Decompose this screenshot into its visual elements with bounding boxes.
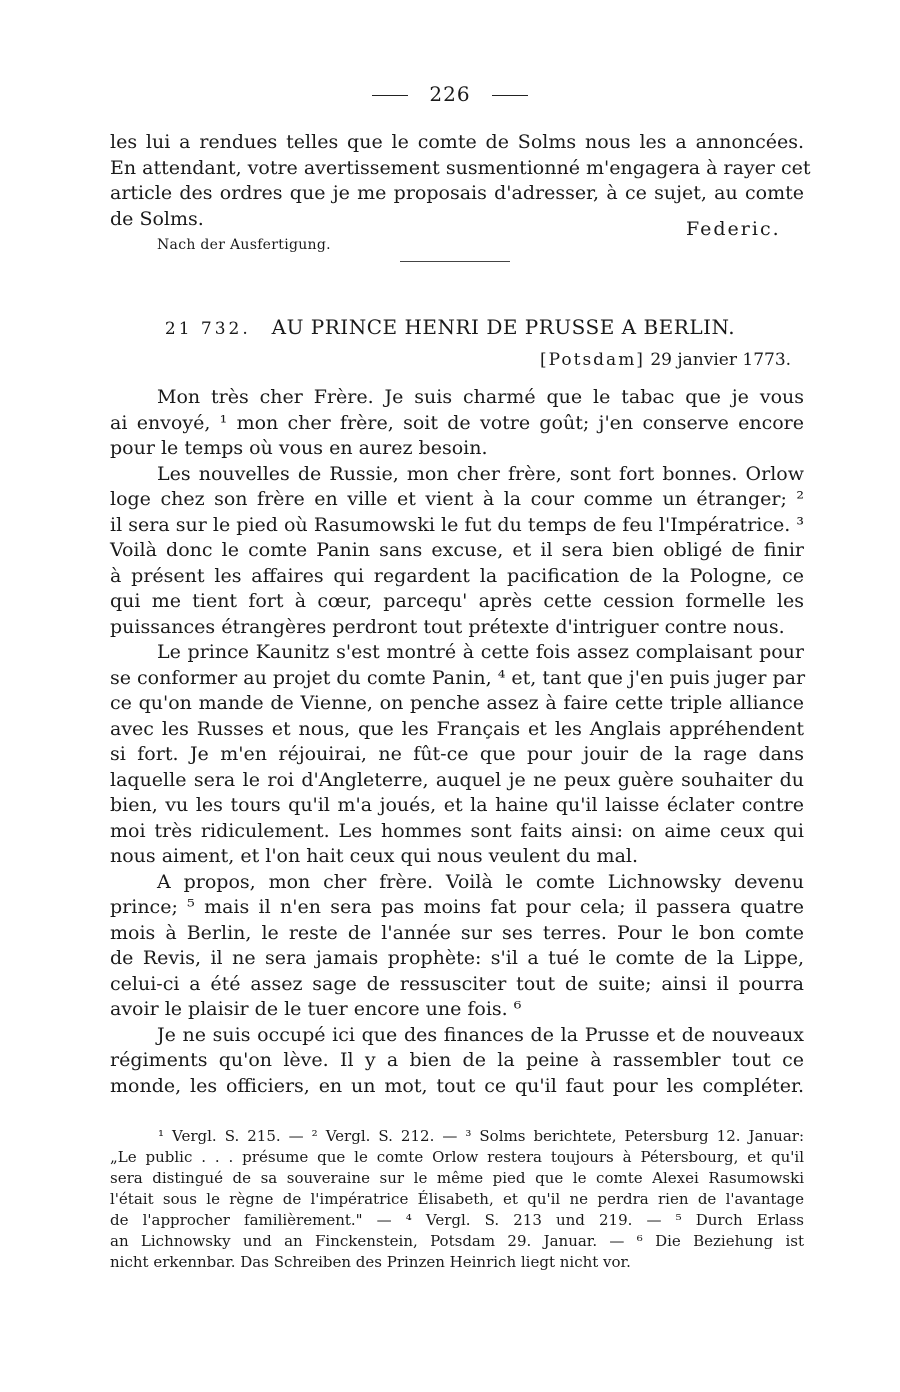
header-dash-left [372, 95, 408, 96]
section-divider [400, 261, 510, 262]
text-line: ce qu'on mande de Vienne, on penche assez à faire cette triple alliance [110, 692, 804, 714]
text-line: de Solms. [110, 207, 204, 230]
text-line: les lui a rendues telles que le comte de Solms nous les a annoncées. [110, 131, 804, 153]
footnote-line: „Le public . . . présume que le comte Orlow restera toujours à Pétersbourg, et qu'il [110, 1148, 804, 1166]
text-line: se conformer au projet du comte Panin, ⁴ et, tant que j'en puis juger par [110, 666, 806, 689]
letter-number: 21 732. [164, 319, 251, 339]
signature: Federic. [686, 218, 781, 240]
dateline-date: 29 janvier 1773. [650, 350, 792, 370]
letter-body [110, 385, 804, 1099]
page-number: 226 [429, 82, 471, 106]
text-line: En attendant, votre avertissement susmentionné m'engagera à rayer cet [110, 156, 811, 179]
text-line: Voilà donc le comte Panin sans excuse, et il sera bien obligé de finir [110, 539, 804, 561]
text-line: Mon très cher Frère. Je suis charmé que le tabac que je vous [157, 386, 804, 408]
text-line: Je ne suis occupé ici que des finances de la Prusse et de nouveaux [157, 1023, 804, 1046]
text-line: Le prince Kaunitz s'est montré à cette fois assez complaisant pour [157, 641, 804, 663]
text-line: avec les Russes et nous, que les Français et les Anglais appréhendent [110, 717, 804, 740]
text-line: moi très ridiculement. Les hommes sont faits ainsi: on aime ceux qui [110, 819, 804, 842]
text-line: il sera sur le pied où Rasumowski le fut du temps de feu l'Impératrice. ³ [110, 513, 804, 536]
text-line: Les nouvelles de Russie, mon cher frère, sont fort bonnes. Orlow [157, 462, 804, 485]
text-line: pour le temps où vous en aurez besoin. [110, 437, 488, 459]
page-header [0, 82, 900, 106]
text-line: nous aiment, et l'on hait ceux qui nous veulent du mal. [110, 845, 639, 867]
text-line: ai envoyé, ¹ mon cher frère, soit de votre goût; j'en conserve encore [110, 411, 804, 434]
text-line: loge chez son frère en ville et vient à la cour comme un étranger; ² [110, 488, 804, 510]
footnote-line: nicht erkennbar. Das Schreiben des Prinzen Heinrich liegt nicht vor. [110, 1253, 631, 1271]
text-line: régiments qu'on lève. Il y a bien de la peine à rassembler tout ce [110, 1049, 804, 1071]
letter-title: AU PRINCE HENRI DE PRUSSE A BERLIN. [271, 315, 736, 339]
footnote-line: ¹ Vergl. S. 215. — ² Vergl. S. 212. — ³ Solms berichtete, Petersburg 12. Januar: [158, 1127, 804, 1145]
header-dash-right [492, 95, 528, 96]
footnote-line: an Lichnowsky und an Finckenstein, Potsdam 29. Januar. — ⁶ Die Beziehung ist [110, 1232, 804, 1250]
text-line: puissances étrangères perdront tout prétexte d'intriguer contre nous. [110, 615, 785, 638]
text-line: article des ordres que je me proposais d'adresser, à ce sujet, au comte [110, 182, 804, 204]
text-line: A propos, mon cher frère. Voilà le comte Lichnowsky devenu [157, 870, 804, 893]
text-line: laquelle sera le roi d'Angleterre, auquel je ne peux guère souhaiter du [110, 768, 804, 791]
text-line: si fort. Je m'en réjouirai, ne fût-ce que pour jouir de la rage dans [110, 743, 804, 765]
text-line: à présent les affaires qui regardent la pacification de la Pologne, ce [110, 564, 804, 587]
letter-dateline [540, 350, 791, 370]
source-note: Nach der Ausfertigung. [157, 237, 331, 253]
text-line: celui-ci a été assez sage de ressusciter tout de suite; ainsi il pourra [110, 972, 804, 995]
text-line: mois à Berlin, le reste de l'année sur ses terres. Pour le bon comte [110, 921, 804, 944]
letter-heading [0, 315, 900, 339]
continuation-text [110, 130, 811, 232]
text-line: de Revis, il ne sera jamais prophète: s'il a tué le comte de la Lippe, [110, 947, 804, 969]
dateline-place: [Potsdam] [540, 350, 645, 370]
footnote-line: sera distingué de sa souveraine sur le même pied que le comte Alexei Rasumowski [110, 1169, 804, 1187]
text-line: avoir le plaisir de le tuer encore une fois. ⁶ [110, 998, 522, 1020]
text-line: qui me tient fort à cœur, parcequ' après cette cession formelle les [110, 590, 804, 612]
footnote-line: de l'approcher familièrement." — ⁴ Vergl. S. 213 und 219. — ⁵ Durch Erlass [110, 1211, 804, 1229]
text-line: prince; ⁵ mais il n'en sera pas moins fat pour cela; il passera quatre [110, 896, 804, 918]
footnotes [110, 1126, 804, 1273]
text-line: bien, vu les tours qu'il m'a joués, et la haine qu'il laisse éclater contre [110, 794, 804, 816]
footnote-line: l'était sous le règne de l'impératrice Élisabeth, et qu'il ne perdra rien de l'avantage [110, 1190, 804, 1208]
text-line: monde, les officiers, en un mot, tout ce qu'il faut pour les compléter. [110, 1074, 804, 1097]
